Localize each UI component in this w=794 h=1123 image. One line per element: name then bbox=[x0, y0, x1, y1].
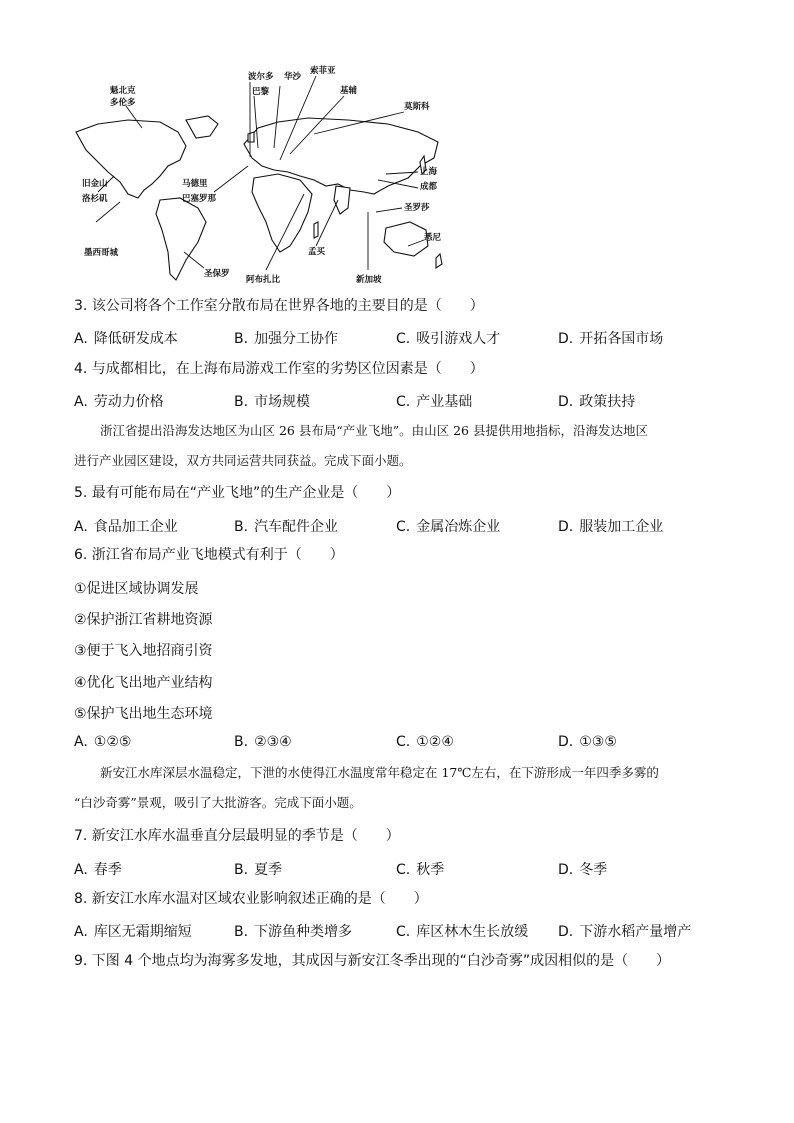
intro1-line2: 进行产业园区建设，双方共同运营共同获益。完成下面小题。 bbox=[74, 453, 412, 468]
leader-saopaulo bbox=[184, 252, 204, 268]
q6-option-b-text: ②③④ bbox=[254, 734, 292, 750]
q7-options bbox=[74, 859, 734, 877]
label-quebec: 魁北克 bbox=[110, 86, 136, 96]
q6-option-b-key: B. bbox=[234, 734, 249, 750]
q8-option-c-key: C. bbox=[396, 924, 411, 940]
intro1-line1: 浙江省提出沿海发达地区为山区 26 县布局“产业飞地”。由山区 26 县提供用地指标，沿海发达地区 bbox=[100, 423, 648, 438]
q6-option-a-text: ①②⑤ bbox=[93, 734, 132, 750]
label-abudhabi: 阿布扎比 bbox=[246, 275, 281, 285]
nz-shape bbox=[436, 254, 442, 268]
label-paris: 巴黎 bbox=[252, 87, 270, 97]
q9-stem: 9. 下图 4 个地点均为海雾多发地，其成因与新安江冬季出现的“白沙奇雾”成因相似的是（ ） bbox=[74, 953, 671, 969]
q6-item-3: ③便于飞入地招商引资 bbox=[74, 643, 213, 659]
q5-option-b-key: B. bbox=[234, 519, 249, 535]
label-chengdu: 成都 bbox=[420, 182, 438, 192]
leader-sanroso bbox=[376, 208, 402, 212]
world-map-svg bbox=[68, 62, 448, 290]
q3-options bbox=[74, 328, 734, 346]
uk-shape bbox=[248, 132, 254, 142]
q5-option-a-key: A. bbox=[74, 519, 88, 535]
q7-stem: 7. 新安江水库水温垂直分层最明显的季节是（ ） bbox=[74, 828, 400, 844]
label-mexicocity: 墨西哥城 bbox=[84, 248, 119, 258]
q8-option-a-key: A. bbox=[74, 924, 88, 940]
q6-option-c-key: C. bbox=[396, 734, 411, 750]
q8-option-b-text: 下游鱼种类增多 bbox=[254, 924, 353, 940]
q5-option-b-text: 汽车配件企业 bbox=[254, 519, 339, 535]
label-shanghai: 上海 bbox=[420, 167, 438, 177]
label-madrid: 马德里 bbox=[182, 179, 208, 189]
south-america-shape bbox=[156, 198, 206, 280]
q4-option-c-key: C. bbox=[396, 394, 411, 410]
q3-option-b[interactable] bbox=[234, 328, 338, 348]
q6-item-2: ②保护浙江省耕地资源 bbox=[74, 612, 213, 628]
label-kiev: 基辅 bbox=[340, 86, 358, 96]
leader-mexico bbox=[96, 202, 120, 222]
q7-option-d-key: D. bbox=[558, 862, 574, 878]
label-mumbai: 孟买 bbox=[308, 247, 326, 257]
q6-option-a[interactable] bbox=[74, 734, 131, 750]
q3-option-d-key: D. bbox=[558, 331, 574, 347]
q3-option-c-text: 吸引游戏人才 bbox=[416, 331, 501, 347]
label-sofia: 索菲亚 bbox=[310, 66, 336, 76]
label-moscow: 莫斯科 bbox=[404, 102, 430, 112]
madagascar-shape bbox=[314, 222, 318, 238]
q7-option-b[interactable] bbox=[234, 859, 282, 879]
q3-option-b-key: B. bbox=[234, 331, 249, 347]
label-barcelona: 巴塞罗那 bbox=[182, 194, 217, 204]
q3-stem: 3. 该公司将各个工作室分散布局在世界各地的主要目的是（ ） bbox=[74, 298, 484, 314]
q3-option-d[interactable] bbox=[558, 328, 663, 348]
q3-option-a-text: 降低研发成本 bbox=[93, 331, 178, 347]
q5-option-d-key: D. bbox=[558, 519, 574, 535]
q6-option-c[interactable] bbox=[396, 734, 454, 750]
q3-option-c-key: C. bbox=[396, 331, 411, 347]
q5-option-c[interactable] bbox=[396, 516, 500, 536]
q8-option-c-text: 库区林木生长放缓 bbox=[416, 924, 529, 940]
label-singapore: 新加坡 bbox=[356, 275, 382, 285]
q4-option-a-key: A. bbox=[74, 394, 88, 410]
intro2-line2: “白沙奇雾”景观，吸引了大批游客。完成下面小题。 bbox=[74, 795, 362, 810]
q7-option-b-key: B. bbox=[234, 862, 249, 878]
q7-option-c[interactable] bbox=[396, 859, 444, 879]
q4-option-b-text: 市场规模 bbox=[254, 394, 311, 410]
q4-option-c[interactable] bbox=[396, 391, 472, 411]
q4-option-d[interactable] bbox=[558, 391, 635, 411]
label-toronto: 多伦多 bbox=[110, 98, 136, 108]
q5-stem: 5. 最有可能布局在“产业飞地”的生产企业是（ ） bbox=[74, 485, 401, 501]
intro-paragraph-2 bbox=[74, 758, 734, 818]
label-warsaw: 华沙 bbox=[284, 72, 302, 82]
q7-option-b-text: 夏季 bbox=[254, 862, 283, 878]
q6-option-d-text: ①③⑤ bbox=[579, 734, 617, 750]
q6-option-a-key: A. bbox=[74, 734, 88, 750]
q8-option-a-text: 库区无霜期缩短 bbox=[93, 924, 192, 940]
q6-item-4: ④优化飞出地产业结构 bbox=[74, 675, 213, 691]
q7-option-c-key: C. bbox=[396, 862, 411, 878]
label-sanfrancisco: 旧金山 bbox=[82, 179, 108, 189]
intro2-line1: 新安江水库深层水温稳定，下泄的水使得江水温度常年稳定在 17℃左右，在下游形成一年四季多雾的 bbox=[100, 765, 659, 780]
australia-shape bbox=[384, 222, 428, 256]
q4-stem: 4. 与成都相比，在上海布局游戏工作室的劣势区位因素是（ ） bbox=[74, 361, 484, 377]
label-sanroso: 圣罗莎 bbox=[404, 203, 430, 213]
label-sydney: 悉尼 bbox=[424, 233, 442, 243]
q7-option-a-key: A. bbox=[74, 862, 88, 878]
q6-stem: 6. 浙江省布局产业飞地模式有利于（ ） bbox=[74, 547, 344, 563]
q8-options bbox=[74, 921, 734, 939]
q8-option-b-key: B. bbox=[234, 924, 249, 940]
q8-option-d-key: D. bbox=[558, 924, 574, 940]
q5-option-a[interactable] bbox=[74, 516, 178, 536]
q7-option-d[interactable] bbox=[558, 859, 607, 879]
q7-option-d-text: 冬季 bbox=[579, 862, 608, 878]
q8-option-d[interactable] bbox=[558, 921, 691, 941]
q5-option-a-text: 食品加工企业 bbox=[93, 519, 178, 535]
q5-options bbox=[74, 516, 734, 534]
q6-item-1: ①促进区域协调发展 bbox=[74, 581, 199, 597]
q7-option-c-text: 秋季 bbox=[416, 862, 445, 878]
q6-option-c-text: ①②④ bbox=[416, 734, 454, 750]
q5-option-c-text: 金属冶炼企业 bbox=[416, 519, 501, 535]
q6-option-b[interactable] bbox=[234, 734, 292, 750]
leader-madrid bbox=[214, 166, 248, 192]
q8-stem: 8. 新安江水库水温对区域农业影响叙述正确的是（ ） bbox=[74, 891, 428, 907]
q5-option-c-key: C. bbox=[396, 519, 411, 535]
q8-option-a[interactable] bbox=[74, 921, 192, 941]
q8-option-d-text: 下游水稻产量增产 bbox=[579, 924, 692, 940]
q5-option-d-text: 服装加工企业 bbox=[579, 519, 664, 535]
label-bordeaux: 波尔多 bbox=[248, 72, 274, 82]
q5-option-b[interactable] bbox=[234, 516, 338, 536]
intro-paragraph-1 bbox=[74, 416, 734, 476]
india-shape bbox=[334, 186, 350, 214]
q3-option-c[interactable] bbox=[396, 328, 500, 348]
q4-option-a-text: 劳动力价格 bbox=[93, 394, 164, 410]
world-map-figure bbox=[68, 62, 448, 290]
q7-option-a[interactable] bbox=[74, 859, 122, 879]
q7-option-a-text: 春季 bbox=[93, 862, 122, 878]
q8-option-c[interactable] bbox=[396, 921, 528, 941]
q4-option-a[interactable] bbox=[74, 391, 164, 411]
q6-option-d-key: D. bbox=[558, 734, 574, 750]
q4-options bbox=[74, 391, 734, 409]
q3-option-b-text: 加强分工协作 bbox=[254, 331, 339, 347]
africa-shape bbox=[252, 174, 312, 252]
q6-options bbox=[74, 734, 734, 752]
q4-option-c-text: 产业基础 bbox=[416, 394, 473, 410]
q6-item-5: ⑤保护飞出地生态环境 bbox=[74, 706, 213, 722]
q4-option-b-key: B. bbox=[234, 394, 249, 410]
q5-option-d[interactable] bbox=[558, 516, 663, 536]
q3-option-a[interactable] bbox=[74, 328, 178, 348]
greenland-shape bbox=[186, 116, 218, 138]
q3-option-d-text: 开拓各国市场 bbox=[579, 331, 664, 347]
label-losangeles: 洛杉矶 bbox=[82, 194, 108, 204]
q8-option-b[interactable] bbox=[234, 921, 352, 941]
leader-mumbai bbox=[316, 200, 338, 246]
q4-option-d-key: D. bbox=[558, 394, 574, 410]
q4-option-b[interactable] bbox=[234, 391, 310, 411]
q6-option-d[interactable] bbox=[558, 734, 617, 750]
q3-option-a-key: A. bbox=[74, 331, 88, 347]
label-saopaulo: 圣保罗 bbox=[204, 269, 230, 279]
q4-option-d-text: 政策扶持 bbox=[579, 394, 636, 410]
